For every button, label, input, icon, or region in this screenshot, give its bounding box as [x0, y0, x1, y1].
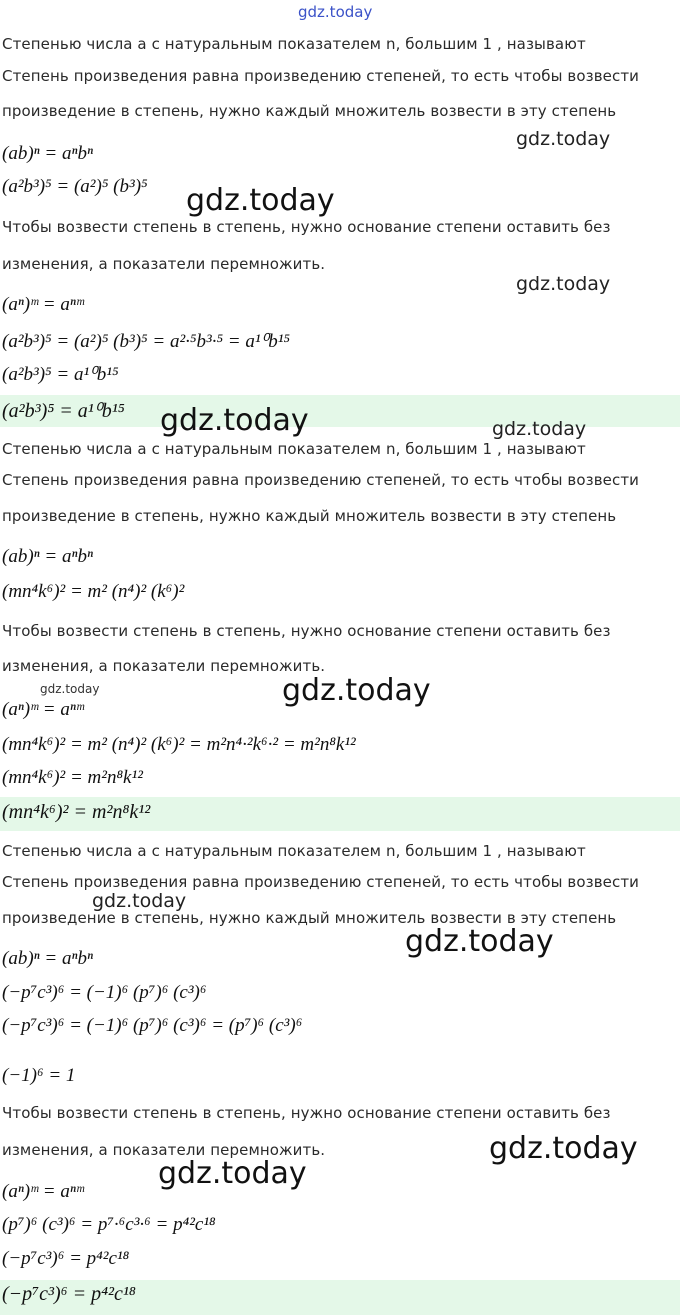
formula-step: (a²b³)⁵ = a¹⁰b¹⁵ — [2, 364, 119, 385]
formula-step: (mn⁴k⁶)² = m² (n⁴)² (k⁶)² = m²n⁴·²k⁶·² = m²n⁸k¹² — [2, 734, 356, 755]
formula-step: (mn⁴k⁶)² = m² (n⁴)² (k⁶)² — [2, 581, 185, 602]
rule-text: Чтобы возвести степень в степень, нужно основание степени оставить без — [2, 1104, 611, 1122]
watermark: gdz.today — [405, 924, 554, 959]
rule-text: произведение в степень, нужно каждый множитель возвести в эту степень — [2, 102, 617, 120]
formula-step: (−p⁷c³)⁶ = (−1)⁶ (p⁷)⁶ (c³)⁶ — [2, 982, 207, 1003]
formula: (ab)ⁿ = aⁿbⁿ — [2, 143, 93, 164]
site-watermark-header: gdz.today — [298, 3, 373, 21]
formula-step: (−p⁷c³)⁶ = (−1)⁶ (p⁷)⁶ (c³)⁶ = (p⁷)⁶ (c³)⁶ — [2, 1015, 303, 1036]
definition-text: Степенью числа a с натуральным показателем n, большим 1 , называют — [2, 440, 586, 458]
definition-text: Степенью числа a с натуральным показателем n, большим 1 , называют — [2, 842, 586, 860]
watermark: gdz.today — [160, 403, 309, 438]
formula-step: (a²b³)⁵ = (a²)⁵ (b³)⁵ = a²·⁵b³·⁵ = a¹⁰b¹⁵ — [2, 331, 290, 352]
formula: (ab)ⁿ = aⁿbⁿ — [2, 948, 93, 969]
formula: (aⁿ)ᵐ = aⁿᵐ — [2, 1181, 84, 1202]
rule-text: изменения, а показатели перемножить. — [2, 657, 326, 675]
formula-step: (p⁷)⁶ (c³)⁶ = p⁷·⁶c³·⁶ = p⁴²c¹⁸ — [2, 1214, 216, 1235]
formula-step: (a²b³)⁵ = (a²)⁵ (b³)⁵ — [2, 176, 148, 197]
rule-text: Чтобы возвести степень в степень, нужно основание степени оставить без — [2, 218, 611, 236]
formula-step: (−1)⁶ = 1 — [2, 1065, 76, 1086]
rule-text: Степень произведения равна произведению степеней, то есть чтобы возвести — [2, 873, 640, 891]
answer-formula: (mn⁴k⁶)² = m²n⁸k¹² — [2, 801, 151, 823]
formula: (aⁿ)ᵐ = aⁿᵐ — [2, 294, 84, 315]
watermark: gdz.today — [516, 273, 611, 295]
watermark: gdz.today — [92, 890, 187, 912]
watermark: gdz.today — [40, 682, 100, 696]
rule-text: изменения, а показатели перемножить. — [2, 255, 326, 273]
watermark: gdz.today — [492, 418, 587, 440]
rule-text: Степень произведения равна произведению степеней, то есть чтобы возвести — [2, 471, 640, 489]
watermark: gdz.today — [282, 673, 431, 708]
watermark: gdz.today — [158, 1156, 307, 1191]
formula-step: (−p⁷c³)⁶ = p⁴²c¹⁸ — [2, 1248, 130, 1269]
formula-step: (mn⁴k⁶)² = m²n⁸k¹² — [2, 767, 143, 788]
rule-text: произведение в степень, нужно каждый множитель возвести в эту степень — [2, 909, 617, 927]
answer-formula: (a²b³)⁵ = a¹⁰b¹⁵ — [2, 400, 125, 422]
watermark: gdz.today — [489, 1131, 638, 1166]
page-header — [0, 0, 680, 28]
watermark: gdz.today — [516, 128, 611, 150]
formula: (aⁿ)ᵐ = aⁿᵐ — [2, 699, 84, 720]
definition-text: Степенью числа a с натуральным показателем n, большим 1 , называют — [2, 35, 586, 53]
rule-text: Степень произведения равна произведению степеней, то есть чтобы возвести — [2, 67, 640, 85]
answer-formula: (−p⁷c³)⁶ = p⁴²c¹⁸ — [2, 1283, 136, 1305]
rule-text: изменения, а показатели перемножить. — [2, 1141, 326, 1159]
rule-text: произведение в степень, нужно каждый множитель возвести в эту степень — [2, 507, 617, 525]
rule-text: Чтобы возвести степень в степень, нужно основание степени оставить без — [2, 622, 611, 640]
formula: (ab)ⁿ = aⁿbⁿ — [2, 546, 93, 567]
watermark: gdz.today — [186, 183, 335, 218]
